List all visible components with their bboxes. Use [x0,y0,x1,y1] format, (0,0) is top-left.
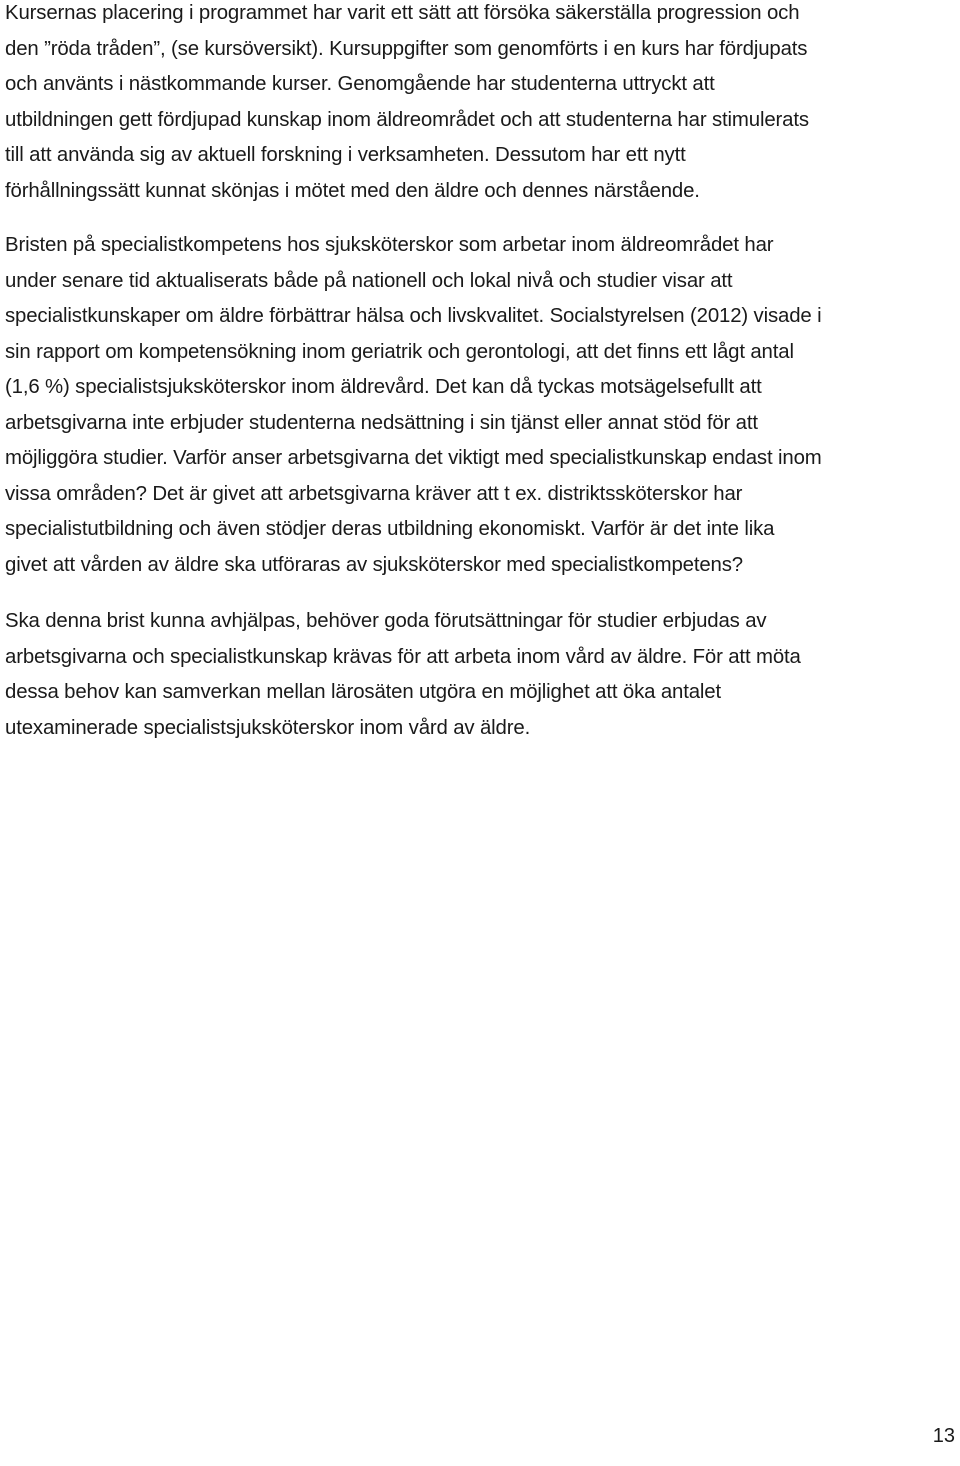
text-line: den ”röda tråden”, (se kursöversikt). Kursuppgifter som genomförts i en kurs har fördjupats [5,37,808,60]
text-line: (1,6 %) specialistsjuksköterskor inom äldrevård. Det kan då tyckas motsägelsefullt att [5,376,762,398]
text-line: Bristen på specialistkompetens hos sjuksköterskor som arbetar inom äldreområdet har [5,234,774,256]
text-line: förhållningssätt kunnat skönjas i mötet med den äldre och dennes närstående. [5,179,700,202]
text-line: givet att vården av äldre ska utföraras av sjuksköterskor med specialistkompetens? [5,553,743,576]
text-line: till att använda sig av aktuell forskning i verksamheten. Dessutom har ett nytt [5,144,686,166]
text-line: dessa behov kan samverkan mellan lärosäten utgöra en möjlighet att öka antalet [5,681,722,703]
text-line: sin rapport om kompetensökning inom geriatrik och gerontologi, att det finns ett lågt antal [5,340,794,363]
text-line: vissa områden? Det är givet att arbetsgivarna kräver att t ex. distriktssköterskor har [5,482,743,505]
text-line: möjliggöra studier. Varför anser arbetsgivarna det viktigt med specialistkunskap endast inom [5,447,822,469]
document-page [5,0,955,1466]
paragraph-collaboration [5,604,801,746]
paragraph-course-progression [5,0,809,209]
text-line: utexaminerade specialistsjuksköterskor inom vård av äldre. [5,716,531,739]
text-line: och använts i nästkommande kurser. Genomgående har studenterna uttryckt att [5,73,715,95]
paragraph-specialist-shortage [5,228,822,583]
text-line: specialistutbildning och även stödjer deras utbildning ekonomiskt. Varför är det inte lika [5,518,775,540]
text-line: Kursernas placering i programmet har varit ett sätt att försöka säkerställa progression och [5,2,800,24]
text-line: specialistkunskaper om äldre förbättrar hälsa och livskvalitet. Socialstyrelsen (2012) visade i [5,305,822,327]
page-number: 13 [932,1425,955,1447]
text-line: under senare tid aktualiserats både på nationell och lokal nivå och studier visar att [5,269,733,292]
text-line: arbetsgivarna och specialistkunskap krävas för att arbeta inom vård av äldre. För att möta [5,645,801,668]
text-line: arbetsgivarna inte erbjuder studenterna nedsättning i sin tjänst eller annat stöd för att [5,411,758,434]
text-line: Ska denna brist kunna avhjälpas, behöver goda förutsättningar för studier erbjudas av [5,610,767,632]
text-line: utbildningen gett fördjupad kunskap inom äldreområdet och att studenterna har stimulerats [5,108,809,131]
